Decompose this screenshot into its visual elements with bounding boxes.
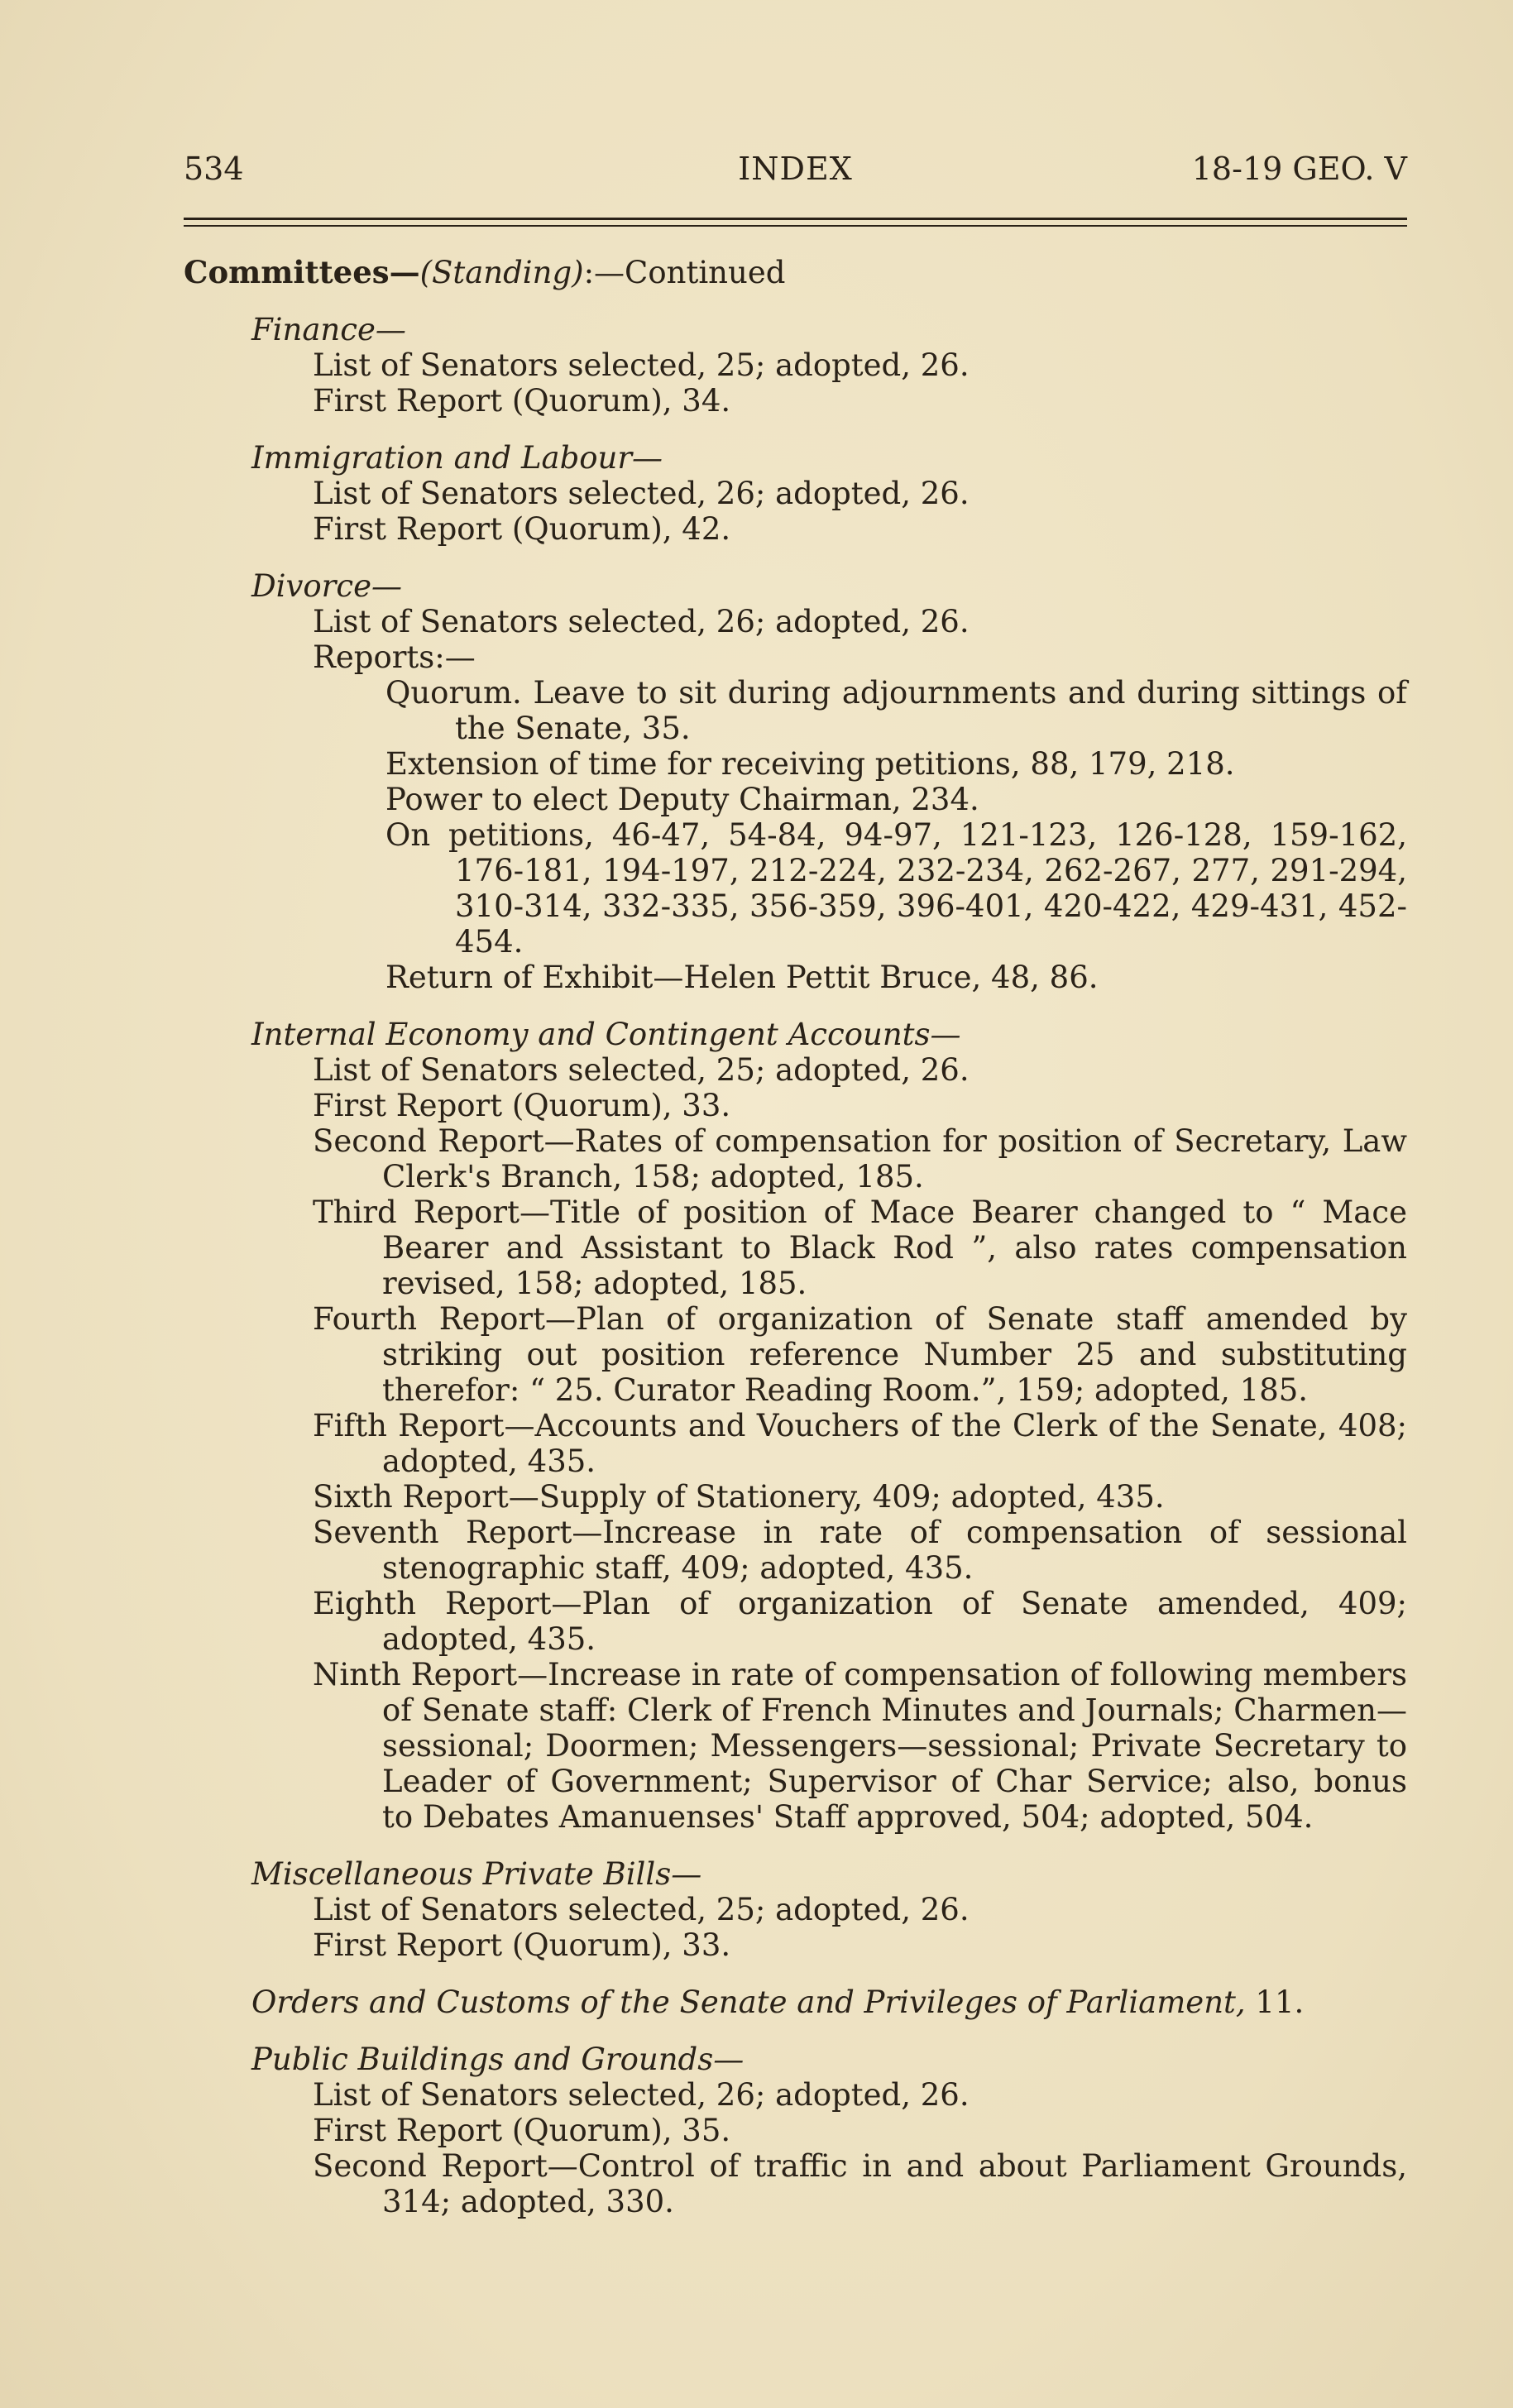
- entry: Seventh Report—Increase in rate of compensation of sessional stenographic staff, 409; adopted, 435.: [313, 1515, 1407, 1586]
- entry: Fifth Report—Accounts and Vouchers of the Clerk of the Senate, 408; adopted, 435.: [313, 1408, 1407, 1479]
- section-immigration: [184, 440, 1407, 547]
- entry: List of Senators selected, 26; adopted, 26.: [313, 2077, 970, 2113]
- section-title: Immigration and Labour—: [251, 440, 663, 476]
- heading-dash: —: [389, 254, 420, 290]
- entry: First Report (Quorum), 33.: [313, 1088, 731, 1123]
- section-title: Finance—: [251, 312, 406, 347]
- entry: Sixth Report—Supply of Stationery, 409; adopted, 435.: [313, 1479, 1165, 1515]
- entry: List of Senators selected, 26; adopted, 26.: [313, 476, 970, 511]
- sub-entry: Quorum. Leave to sit during adjournments and during sittings of the Senate, 35.: [385, 675, 1407, 746]
- sub-entry: On petitions, 46-47, 54-84, 94-97, 121-123, 126-128, 159-162, 176-181, 194-197, 212-224, 232-234, 262-267, 277, 291-294, 310-314, 332-335, 356-359, 396-401, 420-422, 429-431, 452-454.: [385, 817, 1407, 960]
- sub-entry: Power to elect Deputy Chairman, 234.: [385, 782, 979, 817]
- section-title: Internal Economy and Contingent Accounts—: [251, 1017, 961, 1052]
- heading-qualifier: (Standing): [419, 255, 584, 290]
- section-title: [184, 1984, 1407, 2020]
- header-rule-thin: [184, 225, 1407, 227]
- header-rule-thick: [184, 218, 1407, 220]
- heading-term: Committees: [184, 254, 390, 290]
- section-finance: [184, 312, 1407, 419]
- running-header: [184, 151, 1407, 200]
- orders-page: 11.: [1245, 1984, 1305, 2020]
- entry: Third Report—Title of position of Mace Bearer changed to “ Mace Bearer and Assistant to Black Rod ”, also rates compensation revised, 158; adopted, 185.: [313, 1194, 1407, 1301]
- page-number: 534: [184, 151, 244, 187]
- index-content: [184, 255, 1407, 2219]
- section-orders-customs: [184, 1984, 1407, 2020]
- section-misc-private-bills: [184, 1856, 1407, 1963]
- sub-entry: Return of Exhibit—Helen Pettit Bruce, 48, 86.: [385, 960, 1099, 995]
- section-divorce: [184, 568, 1407, 995]
- heading-rest: :—Continued: [583, 255, 786, 290]
- entry: First Report (Quorum), 42.: [313, 511, 731, 547]
- section-title: Divorce—: [251, 568, 402, 604]
- page-title: INDEX: [738, 151, 853, 187]
- entry: List of Senators selected, 26; adopted, 26.: [313, 604, 970, 639]
- orders-title: Orders and Customs of the Senate and Privileges of Parliament,: [251, 1984, 1246, 2020]
- entry: Second Report—Control of traffic in and about Parliament Grounds, 314; adopted, 330.: [313, 2148, 1407, 2219]
- entry: Eighth Report—Plan of organization of Senate amended, 409; adopted, 435.: [313, 1586, 1407, 1657]
- entry: Fourth Report—Plan of organization of Senate staff amended by striking out position reference Number 25 and substituting therefor: “ 25. Curator Reading Room.”, 159; adopted, 185.: [313, 1301, 1407, 1408]
- section-title: Miscellaneous Private Bills—: [251, 1856, 702, 1892]
- entry: List of Senators selected, 25; adopted, 26.: [313, 347, 970, 383]
- entry: List of Senators selected, 25; adopted, 26.: [313, 1052, 970, 1088]
- entry: First Report (Quorum), 33.: [313, 1927, 731, 1963]
- index-heading: [184, 255, 1407, 290]
- reports-label: Reports:—: [313, 639, 476, 675]
- sub-entry: Extension of time for receiving petitions, 88, 179, 218.: [385, 746, 1235, 782]
- entry: First Report (Quorum), 34.: [313, 383, 731, 419]
- entry: Ninth Report—Increase in rate of compensation of following members of Senate staff: Clerk of French Minutes and Journals; Charmen—sessional; Doormen; Messengers—sessional; Private Secretary to Leader of Government; Supervisor of Char Service; also, bonus to Debates Amanuenses' Staff approved, 504; adopted, 504.: [313, 1657, 1407, 1835]
- entry: Second Report—Rates of compensation for position of Secretary, Law Clerk's Branch, 158; adopted, 185.: [313, 1123, 1407, 1194]
- reign-label: 18-19 GEO. V: [1191, 151, 1407, 187]
- section-internal-economy: [184, 1017, 1407, 1835]
- entry: List of Senators selected, 25; adopted, 26.: [313, 1892, 970, 1927]
- section-title: Public Buildings and Grounds—: [251, 2042, 745, 2077]
- entry: First Report (Quorum), 35.: [313, 2113, 731, 2148]
- section-public-buildings: [184, 2042, 1407, 2219]
